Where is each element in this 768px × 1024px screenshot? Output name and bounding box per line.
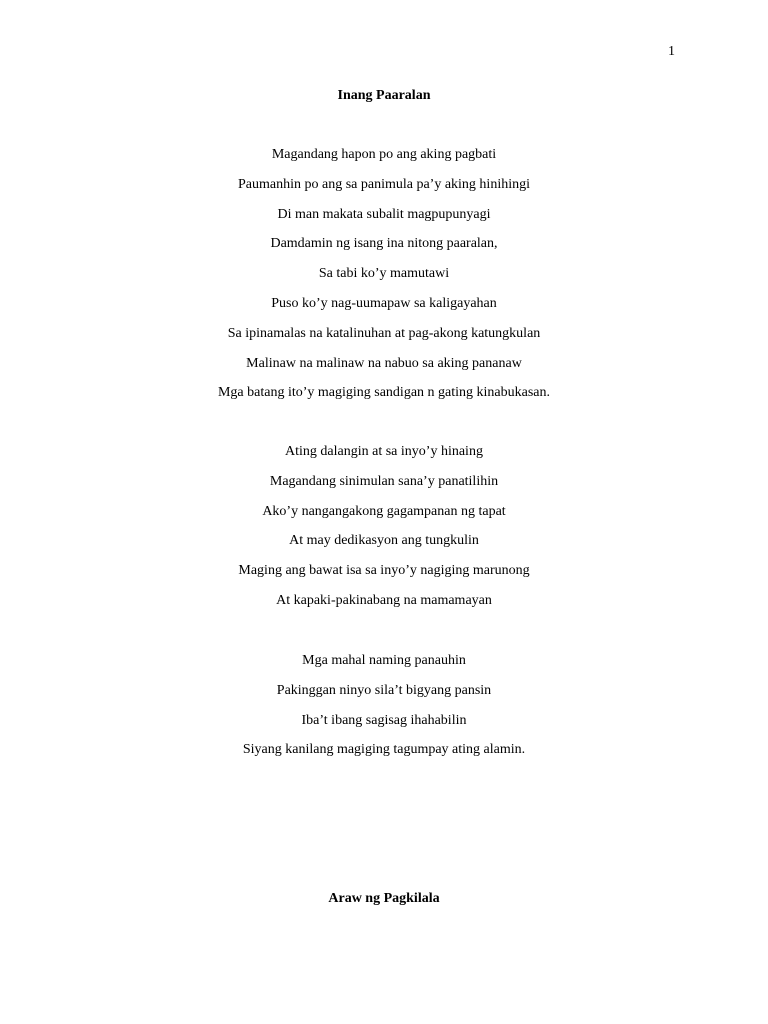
stanza-2 <box>0 444 768 623</box>
poem-line: At may dedikasyon ang tungkulin <box>289 533 479 549</box>
poem-title: Inang Paaralan <box>337 88 431 103</box>
poem-line: Maging ang bawat isa sa inyo’y nagiging marunong <box>238 563 530 579</box>
poem-line: Mga mahal naming panauhin <box>302 653 466 668</box>
poem-line: Iba’t ibang sagisag ihahabilin <box>301 712 467 728</box>
poem-line: At kapaki-pakinabang na mamamayan <box>276 592 492 608</box>
poem-line: Sa tabi ko’y mamutawi <box>318 266 450 282</box>
poem-line: Magandang sinimulan sana’y panatilihin <box>269 473 499 489</box>
poem-line: Pakinggan ninyo sila’t bigyang pansin <box>276 682 492 698</box>
stanza-1 <box>0 147 768 415</box>
poem-line: Siyang kanilang magiging tagumpay ating alamin. <box>242 742 526 758</box>
poem-line: Di man makata subalit magpupunyagi <box>277 206 491 222</box>
poem-line: Magandang hapon po ang aking pagbati <box>271 147 497 162</box>
poem-title: Araw ng Pagkilala <box>328 891 440 906</box>
poem-line: Paumanhin po ang sa panimula pa’y aking hinihingi <box>237 176 530 192</box>
poem-line: Ating dalangin at sa inyo’y hinaing <box>285 444 483 459</box>
poem-line: Damdamin ng isang ina nitong paaralan, <box>270 236 498 252</box>
stanza-3 <box>0 653 768 772</box>
poem-line: Puso ko’y nag-uumapaw sa kaligayahan <box>271 295 497 311</box>
poem-line: Ako’y nangangakong gagampanan ng tapat <box>262 503 506 519</box>
poem-line: Malinaw na malinaw na nabuo sa aking pananaw <box>246 355 522 371</box>
poem-line: Sa ipinamalas na katalinuhan at pag-akong katungkulan <box>227 325 541 341</box>
poem-line: Mga batang ito’y magiging sandigan n gating kinabukasan. <box>217 385 551 401</box>
page-number: 1 <box>668 44 675 59</box>
